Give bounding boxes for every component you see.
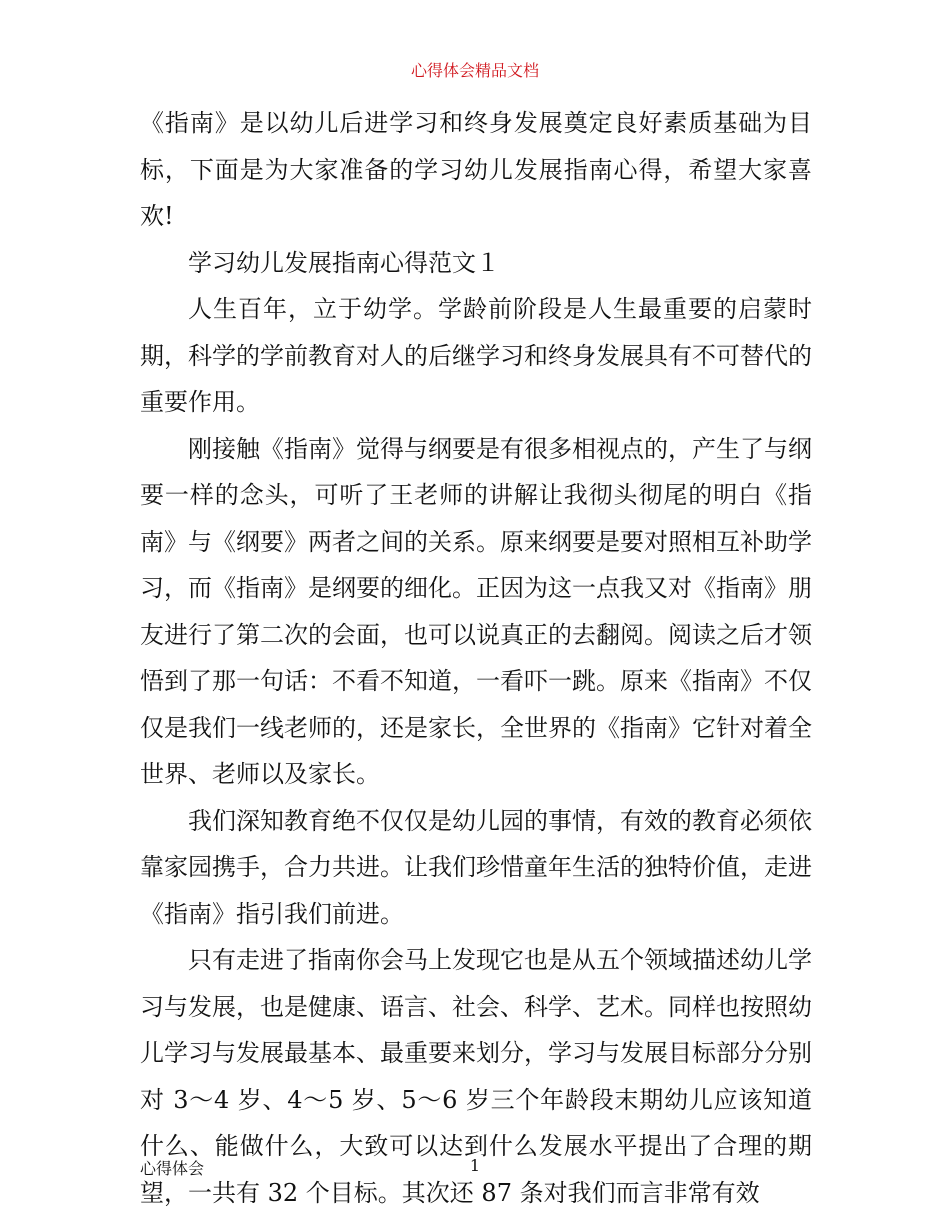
body-paragraph: 我们深知教育绝不仅仅是幼儿园的事情，有效的教育必须依靠家园携手，合力共进。让我们珍惜童年生活的独特价值，走进《指南》指引我们前进。 bbox=[140, 806, 812, 928]
body-paragraph: 只有走进了指南你会马上发现它也是从五个领域描述幼儿学习与发展，也是健康、语言、社会、科学、艺术。同样也按照幼儿学习与发展最基本、最重要来划分，学习与发展目标部分分别对 3～4 岁、4～5 岁、5～6 岁三个年龄段末期幼儿应该知道什么、能做什么，大致可以达到什么发展水平提出了合理的期望，一共有 32 个目标。其次还 87 条对我们而言非常有效 bbox=[140, 946, 812, 1207]
body-paragraph: 刚接触《指南》觉得与纲要是有很多相视点的，产生了与纲要一样的念头，可听了王老师的讲解让我彻头彻尾的明白《指南》与《纲要》两者之间的关系。原来纲要是要对照相互补助学习，而《指南》是纲要的细化。正因为这一点我又对《指南》朋友进行了第二次的会面，也可以说真正的去翻阅。阅读之后才领悟到了那一句话：不看不知道，一看吓一跳。原来《指南》不仅仅是我们一线老师的，还是家长，全世界的《指南》它针对着全世界、老师以及家长。 bbox=[140, 434, 812, 788]
page-number: 1 bbox=[469, 1156, 481, 1175]
intro-paragraph: 《指南》是以幼儿后进学习和终身发展奠定良好素质基础为目标，下面是为大家准备的学习幼儿发展指南心得，希望大家喜欢! bbox=[140, 109, 812, 230]
page-header-title: 心得体会精品文档 bbox=[410, 61, 539, 80]
document-body bbox=[140, 100, 812, 1216]
section-heading: 学习幼儿发展指南心得范文１ bbox=[188, 248, 500, 277]
body-paragraph: 人生百年，立于幼学。学龄前阶段是人生最重要的启蒙时期，科学的学前教育对人的后继学习和终身发展具有不可替代的重要作用。 bbox=[140, 295, 812, 416]
footer-label: 心得体会 bbox=[140, 1159, 205, 1178]
